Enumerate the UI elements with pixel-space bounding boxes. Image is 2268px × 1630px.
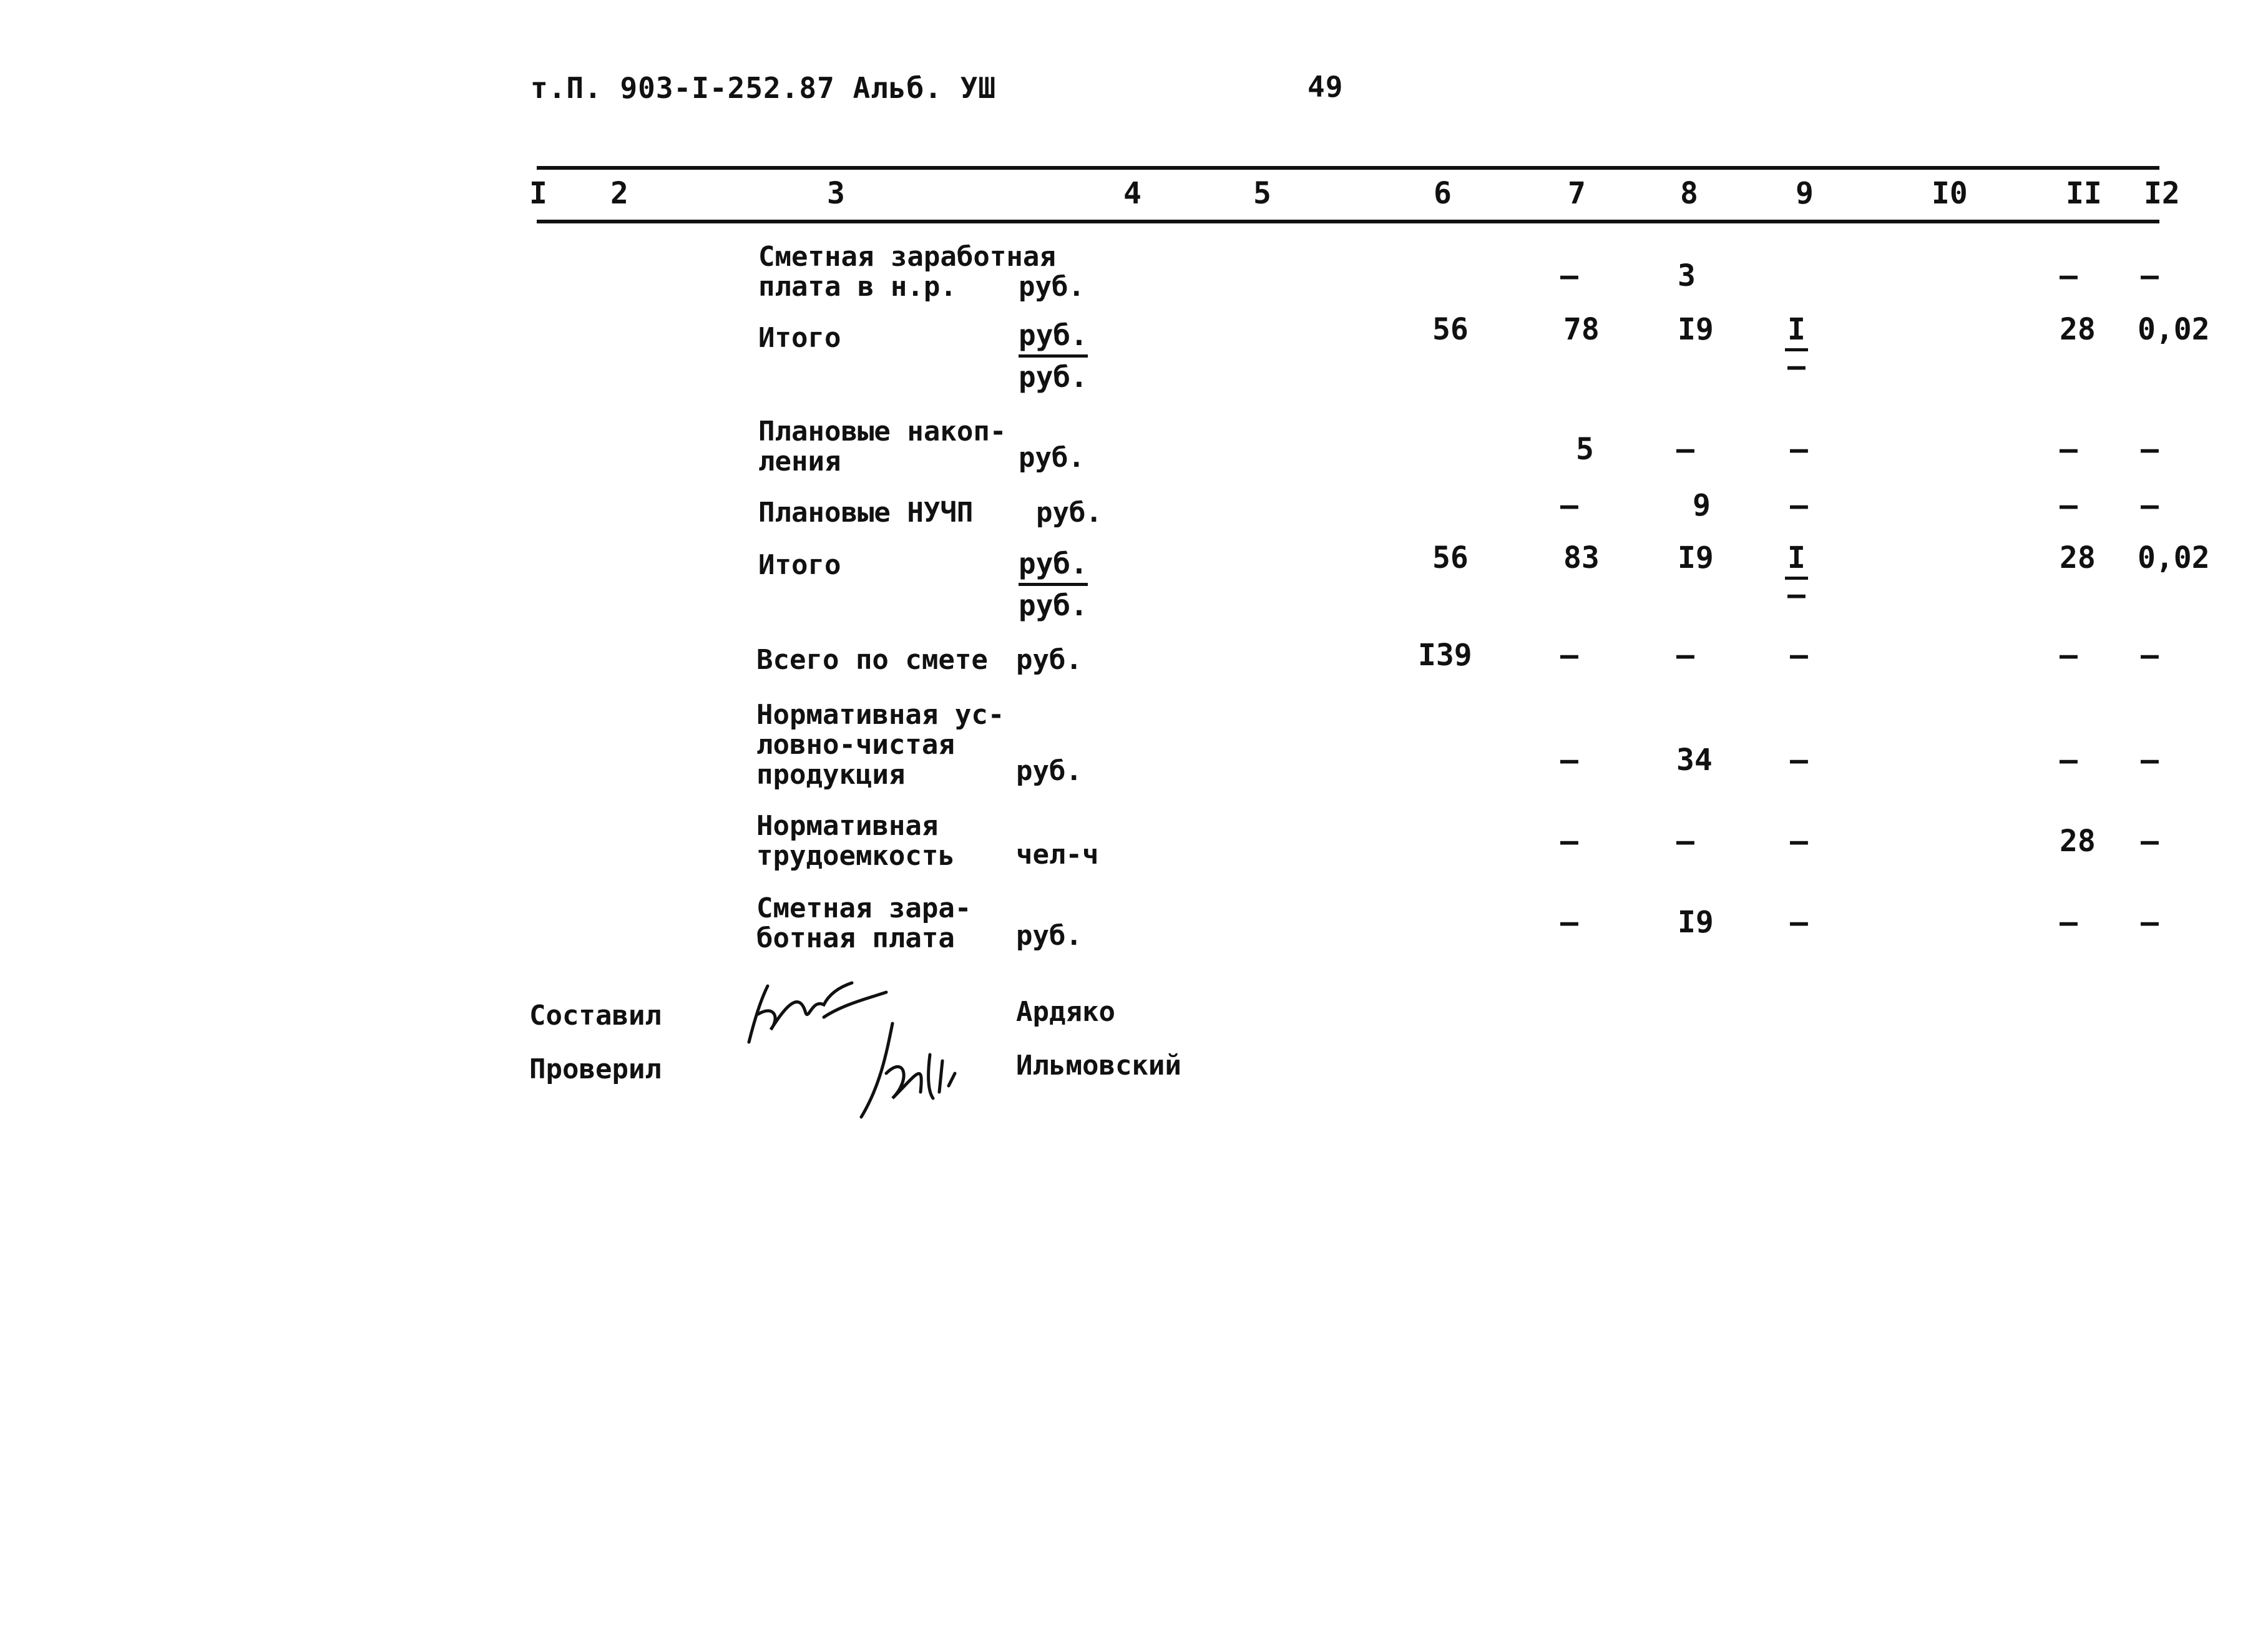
column-header-4: 4 — [1123, 176, 1141, 211]
unit-numerator: руб. — [1019, 547, 1088, 580]
cell-col9-denominator: – — [1787, 349, 1806, 384]
column-header-7: 7 — [1568, 176, 1586, 211]
column-header-12: I2 — [2144, 176, 2180, 211]
cell-col11: 28 — [2060, 312, 2096, 347]
cell-col6: I39 — [1418, 638, 1472, 673]
cell-col9: – — [1790, 824, 1808, 859]
page-number: 49 — [1308, 70, 1344, 104]
cell-col12: – — [2141, 258, 2159, 293]
cell-col9: – — [1790, 905, 1808, 940]
unit-cell: руб. — [1036, 497, 1102, 529]
column-header-10: I0 — [1932, 176, 1968, 211]
cell-col8: – — [1676, 638, 1694, 673]
cell-col11: – — [2060, 743, 2078, 778]
cell-col8: I9 — [1678, 905, 1714, 940]
cell-col11: 28 — [2060, 540, 2096, 575]
unit-denominator: руб. — [1019, 360, 1088, 394]
cell-col12: – — [2141, 743, 2159, 778]
column-header-6: 6 — [1434, 176, 1452, 211]
column-header-3: 3 — [827, 176, 845, 211]
cell-col12: – — [2141, 824, 2159, 859]
cell-col9-denominator: – — [1787, 577, 1806, 612]
cell-col11: – — [2060, 638, 2078, 673]
unit-numerator: руб. — [1019, 321, 1088, 358]
table-row-label: Плановые НУЧП — [758, 497, 974, 529]
cell-col7: 5 — [1576, 432, 1594, 467]
table-row-label: Итого — [758, 322, 841, 354]
unit-cell: руб. — [1019, 271, 1085, 303]
cell-col11: – — [2060, 488, 2078, 523]
column-header-5: 5 — [1253, 176, 1271, 211]
cell-col7: – — [1560, 488, 1578, 523]
cell-col11: 28 — [2060, 824, 2096, 859]
checked-by-label: Проверил — [529, 1053, 662, 1085]
table-top-rule — [537, 166, 2159, 170]
table-header-bottom-rule — [537, 220, 2159, 223]
unit-fraction — [1019, 549, 1088, 620]
unit-cell: руб. — [1016, 755, 1082, 787]
cell-col7: – — [1560, 258, 1578, 293]
cell-col12: – — [2141, 905, 2159, 940]
unit-cell: руб. — [1016, 920, 1082, 952]
cell-col9-fraction — [1785, 312, 1808, 384]
cell-col11: – — [2060, 905, 2078, 940]
compiled-by-label: Составил — [529, 1000, 662, 1032]
cell-col8: I9 — [1678, 540, 1714, 575]
column-header-11: II — [2066, 176, 2102, 211]
unit-denominator: руб. — [1019, 583, 1088, 620]
cell-col11: – — [2060, 432, 2078, 467]
cell-col12: – — [2141, 432, 2159, 467]
cell-col8: 9 — [1693, 488, 1711, 523]
cell-col7: 83 — [1563, 540, 1600, 575]
unit-fraction — [1019, 318, 1088, 394]
cell-col6: 56 — [1432, 312, 1469, 347]
cell-col6: 56 — [1432, 540, 1469, 575]
column-header-1: I — [529, 176, 547, 211]
cell-col9: – — [1790, 638, 1808, 673]
cell-col11: – — [2060, 258, 2078, 293]
cell-col9: – — [1790, 488, 1808, 523]
unit-cell: руб. — [1019, 442, 1085, 474]
document-reference: т.П. 903-I-252.87 Альб. УШ — [530, 71, 997, 105]
cell-col8: – — [1676, 824, 1694, 859]
cell-col8: I9 — [1678, 312, 1714, 347]
table-row-label: Нормативная трудоемкость — [756, 810, 955, 872]
cell-col7: 78 — [1563, 312, 1600, 347]
cell-col12: – — [2141, 488, 2159, 523]
column-header-8: 8 — [1680, 176, 1698, 211]
cell-col9-numerator: I — [1785, 543, 1808, 580]
cell-col12: 0,02 — [2138, 540, 2210, 575]
cell-col8: – — [1676, 432, 1694, 467]
table-row-label: Нормативная ус- ловно-чистая продукция — [756, 699, 1005, 791]
cell-col7: – — [1560, 743, 1578, 778]
cell-col12: 0,02 — [2138, 312, 2210, 347]
cell-col8: 34 — [1676, 743, 1713, 778]
table-row-label: Всего по смете — [756, 644, 988, 676]
table-row-label: Плановые накоп- ления — [758, 416, 1007, 477]
unit-cell: чел-ч — [1016, 839, 1099, 871]
table-row-label: Итого — [758, 549, 841, 581]
cell-col8: 3 — [1678, 258, 1696, 293]
cell-col7: – — [1560, 824, 1578, 859]
cell-col7: – — [1560, 638, 1578, 673]
cell-col9-fraction — [1785, 540, 1808, 612]
cell-col9: – — [1790, 743, 1808, 778]
checker-signature — [849, 1017, 974, 1123]
column-header-9: 9 — [1796, 176, 1814, 211]
compiled-by-name: Ардяко — [1016, 996, 1115, 1028]
table-row-label: Сметная заработная плата в н.р. — [758, 241, 1056, 303]
unit-cell: руб. — [1016, 644, 1082, 676]
checked-by-name: Ильмовский — [1016, 1050, 1181, 1081]
table-row-label: Сметная зара- ботная плата — [756, 892, 972, 954]
column-header-2: 2 — [610, 176, 628, 211]
cell-col9: – — [1790, 432, 1808, 467]
cell-col9-numerator: I — [1785, 315, 1808, 351]
cell-col7: – — [1560, 905, 1578, 940]
cell-col12: – — [2141, 638, 2159, 673]
